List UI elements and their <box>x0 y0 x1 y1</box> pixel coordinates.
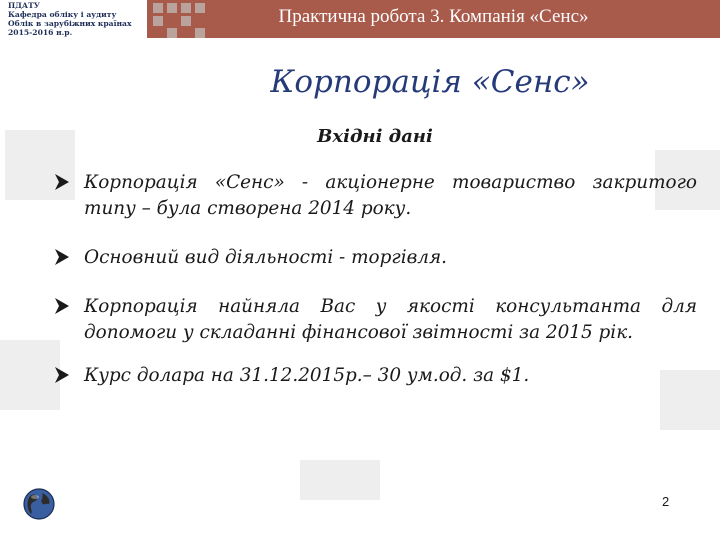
arrow-bullet-icon <box>52 247 72 267</box>
slide-subtitle: Вхідні дані <box>317 126 433 147</box>
institute-line: 2015-2016 н.р. <box>8 28 73 37</box>
bullet-item <box>52 170 697 222</box>
institute-line: Кафедра обліку і аудиту <box>8 10 117 19</box>
institute-label <box>8 1 148 37</box>
bullet-item <box>52 294 697 346</box>
institute-line: ПДАТУ <box>8 1 40 10</box>
arrow-bullet-icon <box>52 296 72 316</box>
page-number: 2 <box>662 494 670 509</box>
bullet-text: Корпорація найняла Вас у якості консультанта для допомоги у складанні фінансової звітності за 2015 рік. <box>84 296 697 343</box>
arrow-bullet-icon <box>52 172 72 192</box>
bullet-text: Корпорація «Сенс» - акціонерне товариство закритого типу – була створена 2014 року. <box>84 172 697 219</box>
bullet-list <box>52 170 697 389</box>
bullet-text: Основний вид діяльності - торгівля. <box>84 247 448 268</box>
bullet-item <box>52 245 697 271</box>
bullet-text: Курс долара на 31.12.2015р.– 30 ум.од. за $1. <box>84 365 530 386</box>
header-bar <box>147 0 720 38</box>
slide-title: Корпорація «Сенс» <box>270 64 590 100</box>
bullet-item <box>52 363 697 389</box>
header-title: Практична робота 3. Компанія «Сенс» <box>278 6 589 27</box>
arrow-bullet-icon <box>52 365 72 385</box>
institute-line: Облік в зарубіжних країнах <box>8 19 132 28</box>
header-pattern <box>147 0 207 38</box>
globe-icon <box>22 487 56 521</box>
